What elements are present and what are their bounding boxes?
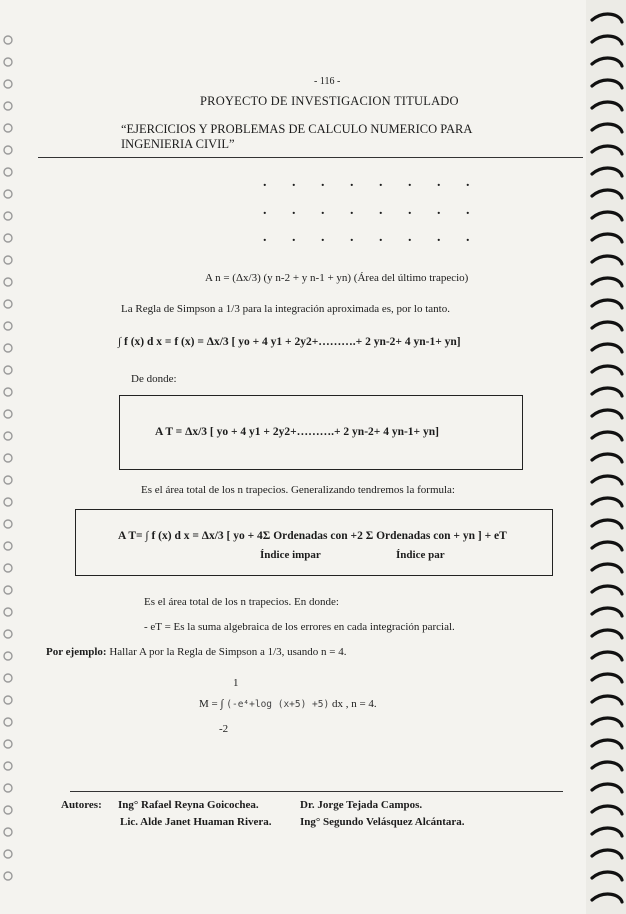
integral-left: M = ∫ (199, 698, 227, 710)
ellipsis-row: . . . . . . . . (263, 203, 481, 218)
author-name: Ing° Segundo Velásquez Alcántara. (300, 816, 465, 828)
author-name: Lic. Alde Janet Huaman Rivera. (120, 816, 272, 828)
example-statement (46, 646, 347, 658)
last-trapezoid-formula: A n = (Δx/3) (y n-2 + y n-1 + yn) (Área del último trapecio) (205, 272, 469, 284)
spiral-binding (586, 0, 626, 914)
author-name: Ing° Rafael Reyna Goicochea. (118, 799, 259, 811)
footer-divider (70, 791, 563, 792)
integral-upper-limit: 1 (233, 677, 239, 689)
example-text: Hallar A por la Regla de Simpson a 1/3, usando n = 4. (106, 646, 347, 658)
area-total-text: Es el área total de los n trapecios. En donde: (144, 596, 339, 608)
example-integral (199, 698, 377, 710)
general-formula-box (75, 509, 553, 576)
errors-note: - eT = Es la suma algebraica de los errores en cada integración parcial. (144, 621, 455, 633)
ellipsis-row: . . . . . . . . (263, 230, 481, 245)
authors-label: Autores: (61, 799, 102, 811)
integral-lower-limit: -2 (219, 723, 229, 735)
example-label: Por ejemplo: (46, 646, 107, 658)
author-name: Dr. Jorge Tejada Campos. (300, 799, 423, 811)
simpson-intro-text: La Regla de Simpson a 1/3 para la integración aproximada es, por lo tanto. (121, 303, 450, 315)
document-subtitle: “EJERCICIOS Y PROBLEMAS DE CALCULO NUMERICO PARA INGENIERIA CIVIL” (121, 122, 472, 151)
general-simpson-formula: A T= ∫ f (x) d x = Δx/3 [ yo + 4Σ Ordenadas con +2 Σ Ordenadas con + yn ] + eT (118, 530, 507, 542)
header-divider (38, 157, 583, 158)
even-index-label: Índice par (396, 549, 445, 561)
de-donde-label: De donde: (131, 373, 177, 385)
binding-holes (0, 0, 20, 914)
integrand: (-e⁴+log (x+5) +5) (226, 699, 330, 710)
simpson-integral-formula: ∫ f (x) d x = f (x) = Δx/3 [ yo + 4 y1 + 2y2+……….+ 2 yn-2+ 4 yn-1+ yn] (118, 336, 461, 348)
integral-right: dx , n = 4. (329, 698, 377, 710)
page-number: - 116 - (314, 76, 341, 87)
ellipsis-row: . . . . . . . . (263, 175, 481, 190)
area-total-formula: A T = Δx/3 [ yo + 4 y1 + 2y2+……….+ 2 yn-2+ 4 yn-1+ yn] (155, 426, 439, 438)
odd-index-label: Índice impar (260, 549, 321, 561)
area-total-text: Es el área total de los n trapecios. Generalizando tendremos la formula: (141, 484, 455, 496)
header-title: PROYECTO DE INVESTIGACION TITULADO (200, 94, 459, 108)
